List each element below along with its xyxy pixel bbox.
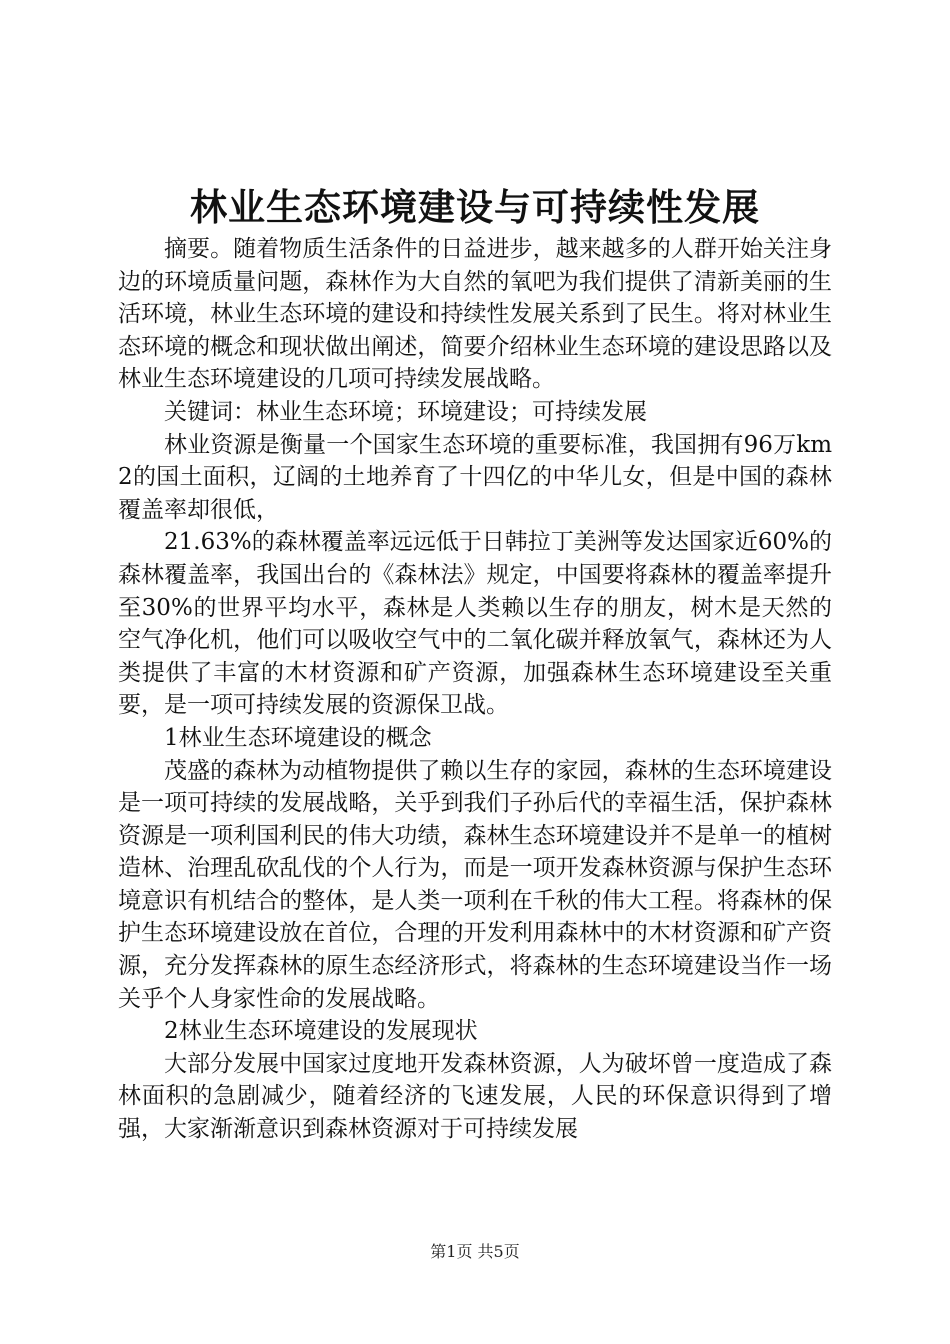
body-paragraph: 茂盛的森林为动植物提供了赖以生存的家园，森林的生态环境建设是一项可持续的发展战略，关乎到我们子孙后代的幸福生活，保护森林资源是一项利国利民的伟大功绩，森林生态环境建设并不是单一的植树造林、治理乱砍乱伐的个人行为，而是一项开发森林资源与保护生态环境意识有机结合的整体，是人类一项利在千秋的伟大工程。将森林的保护生态环境建设放在首位，合理的开发利用森林中的木材资源和矿产资源，充分发挥森林的原生态经济形式，将森林的生态环境建设当作一场关乎个人身家性命的发展战略。 — [118, 757, 832, 1012]
body-paragraph: 大部分发展中国家过度地开发森林资源，人为破坏曾一度造成了森林面积的急剧减少，随着经济的飞速发展，人民的环保意识得到了增强，大家渐渐意识到森林资源对于可持续发展 — [118, 1050, 832, 1143]
page-footer: 第1页 共5页 — [430, 1242, 520, 1261]
document-body — [118, 233, 832, 1146]
section-heading: 1林业生态环境建设的概念 — [164, 724, 432, 751]
document-title: 林业生态环境建设与可持续性发展 — [190, 186, 760, 229]
keywords-paragraph: 关键词：林业生态环境；环境建设；可持续发展 — [164, 398, 647, 425]
body-paragraph: 林业资源是衡量一个国家生态环境的重要标准，我国拥有96万km2的国土面积，辽阔的土地养育了十四亿的中华儿女，但是中国的森林覆盖率却很低， — [118, 431, 832, 523]
section-heading: 2林业生态环境建设的发展现状 — [164, 1018, 478, 1045]
abstract-paragraph: 摘要。随着物质生活条件的日益进步，越来越多的人群开始关注身边的环境质量问题，森林作为大自然的氧吧为我们提供了清新美丽的生活环境，林业生态环境的建设和持续性发展关系到了民生。将对林业生态环境的概念和现状做出阐述，简要介绍林业生态环境的建设思路以及林业生态环境建设的几项可持续发展战略。 — [118, 236, 832, 393]
body-paragraph: 21.63%的森林覆盖率远远低于日韩拉丁美洲等发达国家近60%的森林覆盖率，我国出台的《森林法》规定，中国要将森林的覆盖率提升至30%的世界平均水平，森林是人类赖以生存的朋友，树木是天然的空气净化机，他们可以吸收空气中的二氧化碳并释放氧气，森林还为人类提供了丰富的木材资源和矿产资源，加强森林生态环境建设至关重要，是一项可持续发展的资源保卫战。 — [118, 529, 832, 719]
